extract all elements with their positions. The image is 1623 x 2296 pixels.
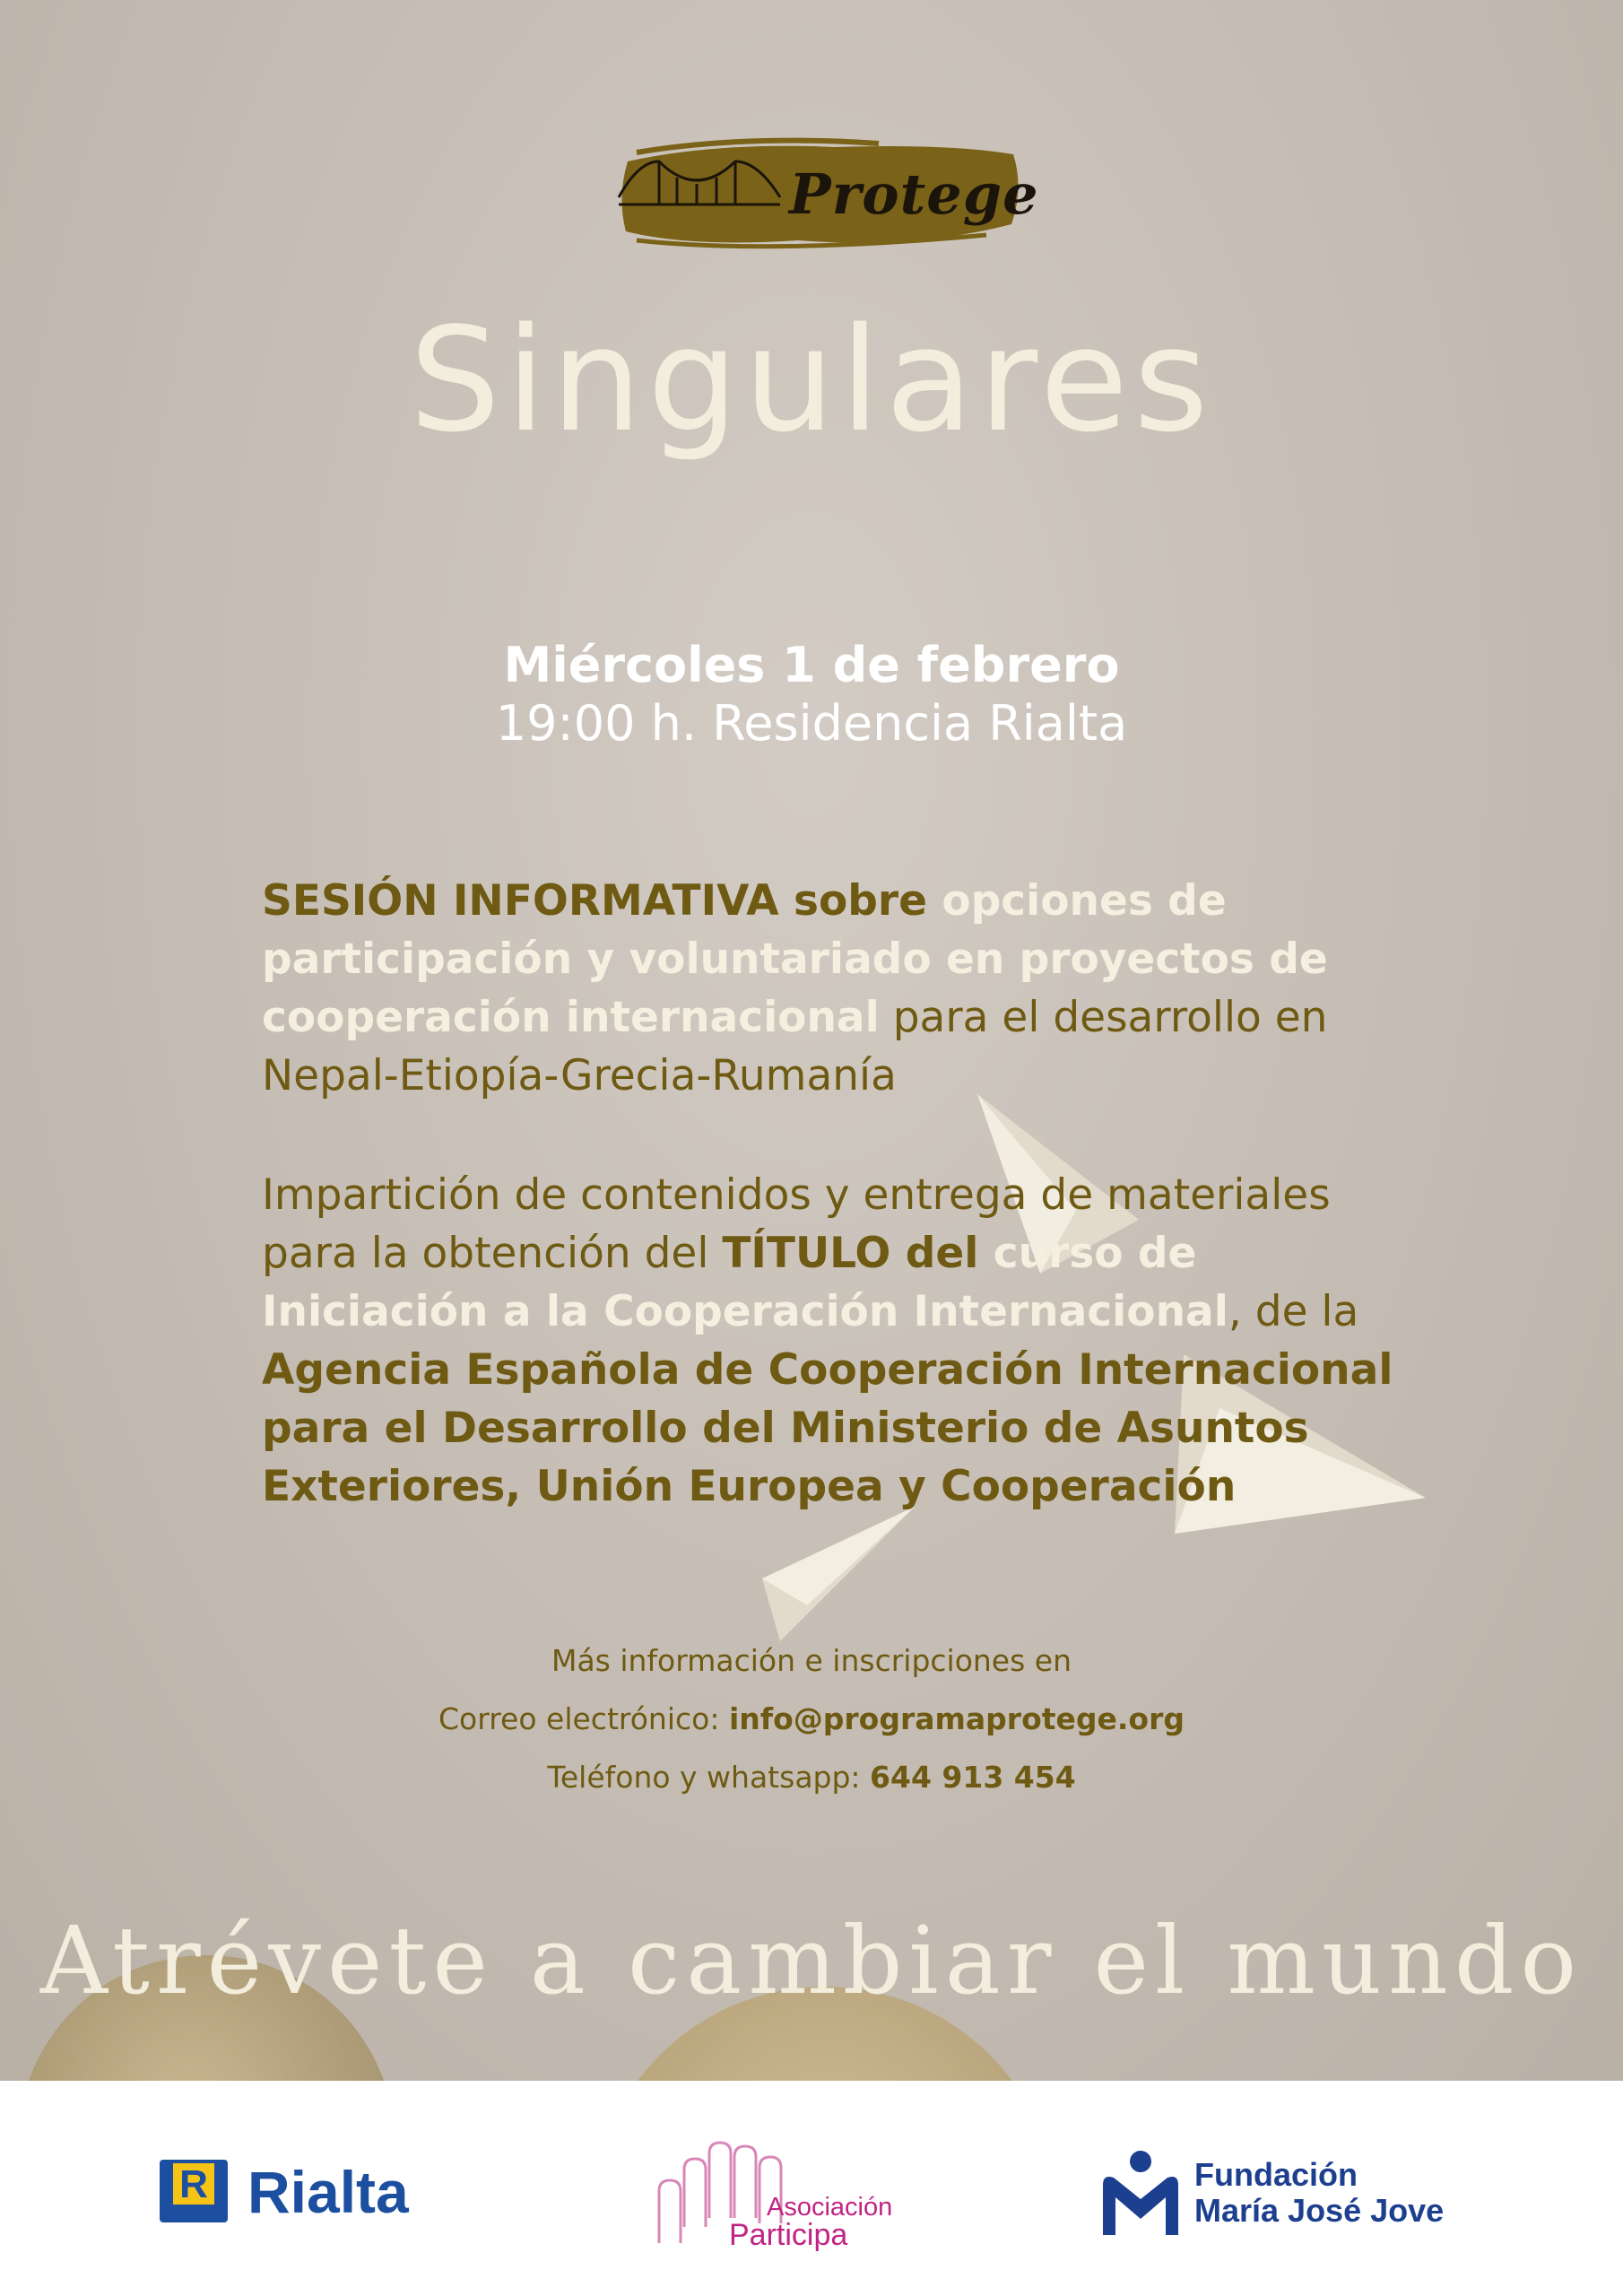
fmj-line2: María José Jove xyxy=(1194,2192,1445,2229)
fmj-line1: Fundación xyxy=(1194,2156,1358,2193)
course-paragraph xyxy=(262,1166,1410,1516)
slogan: Atrévete a cambiar el mundo xyxy=(39,1906,1584,2015)
course-name: curso de Iniciación a la Cooperación Internacional xyxy=(262,1229,1228,1336)
session-text: para el desarrollo en Nepal-Etiopía-Grecia-Rumanía xyxy=(262,993,1328,1100)
contact-phone-line xyxy=(0,1760,1623,1795)
fmj-emblem-icon xyxy=(1096,2145,1185,2244)
rialta-emblem-icon xyxy=(160,2160,228,2222)
fmj-logo xyxy=(1096,2145,1472,2244)
session-paragraph xyxy=(262,872,1410,1105)
phone-label: Teléfono y whatsapp: xyxy=(547,1760,871,1795)
page-title: Singulares xyxy=(409,296,1214,464)
session-heading: SESIÓN INFORMATIVA sobre xyxy=(262,876,942,926)
contact-email-line xyxy=(0,1701,1623,1736)
rialta-emblem-letter: R xyxy=(173,2163,214,2205)
protege-logo xyxy=(610,135,1039,260)
contact-intro: Más información e inscripciones en xyxy=(551,1643,1072,1678)
agency-name: Agencia Española de Cooperación Internacional para el Desarrollo del Ministerio de Asuntos Exteriores, Unión Europea y Cooperación xyxy=(262,1345,1393,1511)
course-title-word: TÍTULO del xyxy=(722,1229,979,1278)
event-time-place: 19:00 h. Residencia Rialta xyxy=(495,695,1128,752)
course-connector: , de la xyxy=(1228,1287,1359,1336)
participa-logo xyxy=(650,2137,937,2254)
participa-line2: Participa xyxy=(729,2218,848,2252)
rialta-name: Rialta xyxy=(247,2159,409,2225)
event-date: Miércoles 1 de febrero xyxy=(503,637,1120,693)
email-link[interactable]: info@programaprotege.org xyxy=(728,1701,1185,1736)
course-text: Impartición de contenidos y entrega de materiales para la obtención del xyxy=(262,1170,1331,1278)
phone-number[interactable]: 644 913 454 xyxy=(870,1760,1076,1795)
session-highlight: opciones de participación y voluntariado en proyectos de cooperación internacional xyxy=(262,876,1328,1042)
logo-text: Protege xyxy=(789,161,1039,227)
participa-line1: Asociación xyxy=(767,2193,893,2222)
email-label: Correo electrónico: xyxy=(438,1701,729,1736)
